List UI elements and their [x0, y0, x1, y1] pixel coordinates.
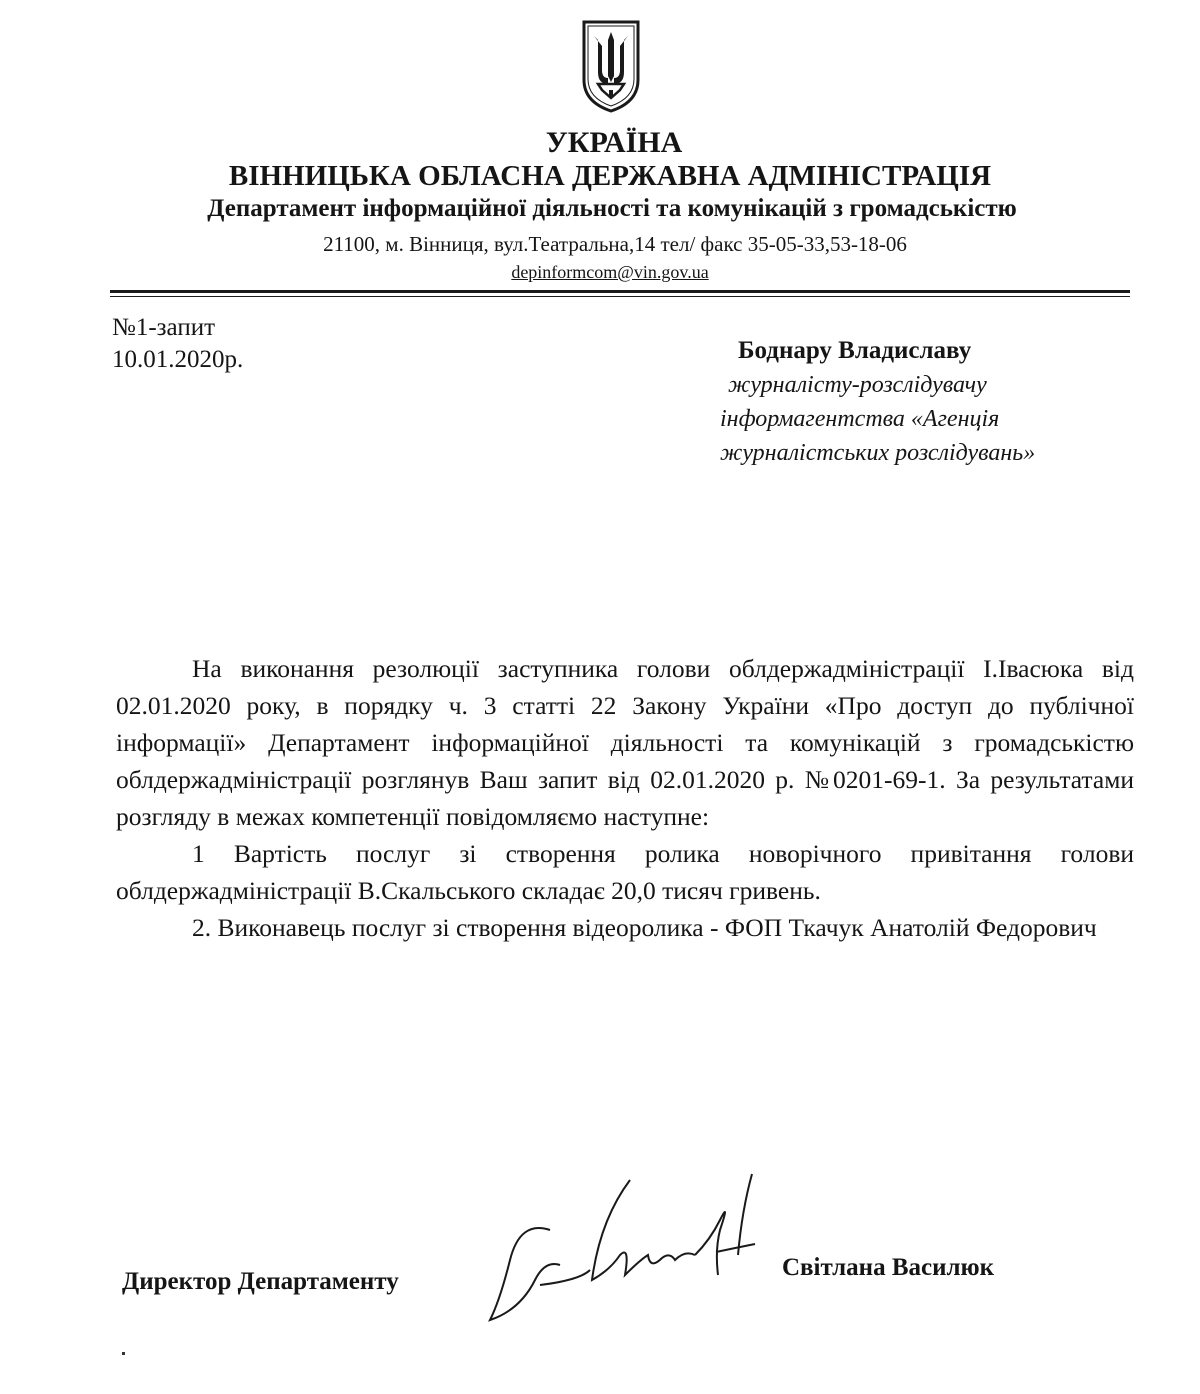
header-email-link[interactable]: depinformcom@vin.gov.ua — [511, 262, 709, 282]
reference-date: 10.01.2020р. — [112, 346, 244, 373]
header-department: Департамент інформаційної діяльності та комунікацій з громадськістю — [207, 195, 1017, 222]
header-country: УКРАЇНА — [545, 126, 683, 159]
addressee-line-2: інформагентства «Агенція — [720, 406, 1000, 432]
addressee-name: Боднару Владиславу — [738, 337, 972, 364]
addressee-block — [720, 334, 1160, 470]
body-item-1: 1 Вартість послуг зі створення ролика новорічного привітання голови облдержадміністрації В.Скальського складає 20,0 тисяч гривень. — [116, 839, 1134, 905]
trident-coat-of-arms-icon — [580, 18, 642, 114]
addressee-line-1: журналісту-розслідувачу — [728, 372, 987, 398]
scan-dot — [122, 1352, 125, 1355]
addressee-line-3: журналістських розслідувань» — [720, 440, 1036, 466]
header-email-wrap — [0, 262, 1200, 283]
body-item-2: 2. Виконавець послуг зі створення відеоролика - ФОП Ткачук Анатолій Федорович — [192, 913, 1097, 942]
signatory-name: Світлана Василюк — [782, 1254, 995, 1281]
body-paragraph: На виконання резолюції заступника голови облдержадміністрації І.Івасюка від 02.01.2020 року, в порядку ч. 3 статті 22 Закону України «Про доступ до публічної інформації» Департамент інформаційної діяльності та комунікацій з громадськістю облдержадміністрації розглянув Ваш запит від 02.01.2020 р. №0201-69-1. За результатами розгляду в межах компетенції повідомляємо наступне: — [116, 654, 1134, 831]
signatory-title: Директор Департаменту — [122, 1268, 399, 1295]
header-divider-thick — [110, 290, 1130, 293]
reference-number: №1-запит — [112, 314, 216, 341]
handwritten-signature — [480, 1160, 780, 1340]
letter-body — [116, 650, 1134, 946]
header-organization: ВІННИЦЬКА ОБЛАСНА ДЕРЖАВНА АДМІНІСТРАЦІЯ — [228, 160, 992, 192]
header-divider-thin — [110, 296, 1130, 297]
header-address: 21100, м. Вінниця, вул.Театральна,14 тел/ факс 35-05-33,53-18-06 — [323, 232, 907, 256]
